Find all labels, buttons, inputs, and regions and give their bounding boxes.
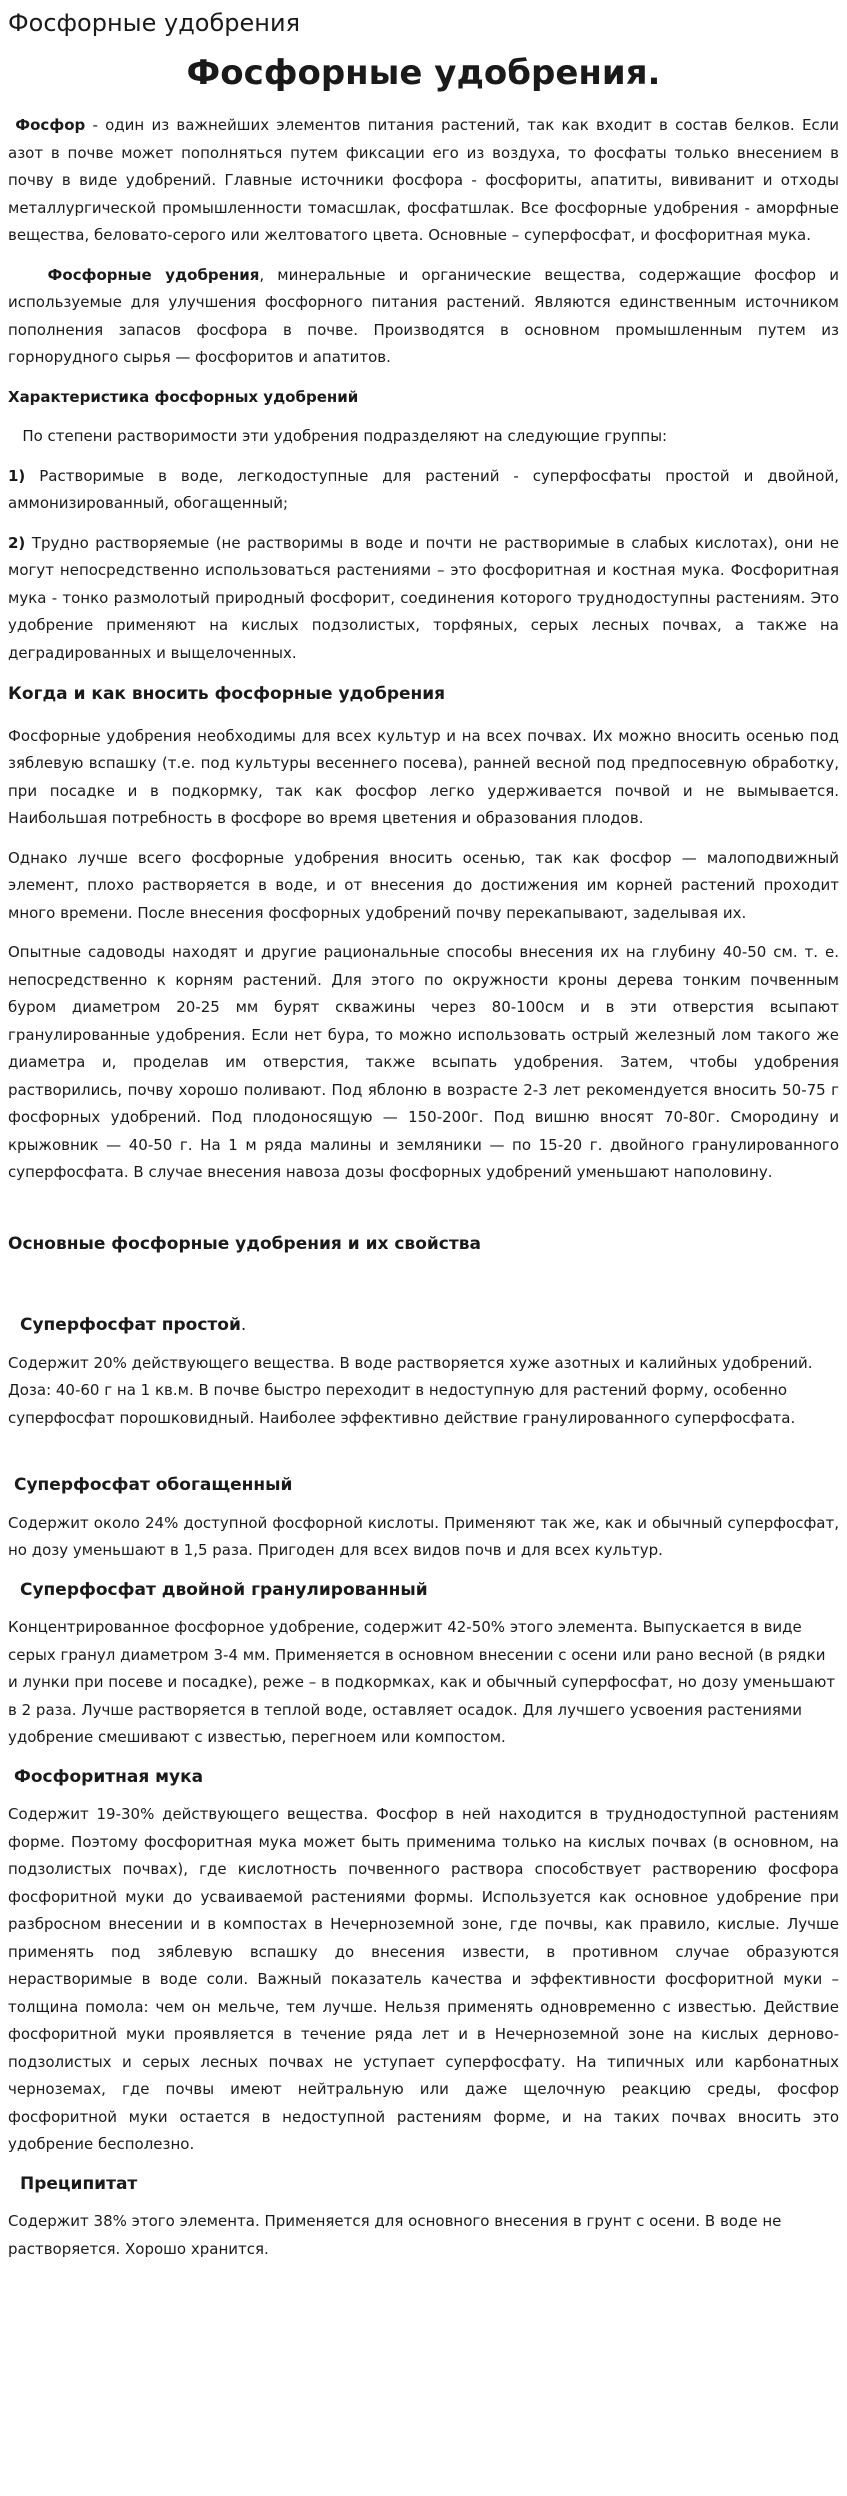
intro-term-phosphorus: Фосфор [15,116,86,134]
fertilizer-title-text: Суперфосфат простой [20,1315,241,1335]
section-heading-characteristics: Характеристика фосфорных удобрений [8,387,359,406]
item-number: 2) [8,533,26,552]
section-heading-when-how: Когда и как вносить фосфорные удобрения [8,684,446,704]
characteristics-item-2 [8,530,839,668]
fertilizer-item-superphosphate-simple [8,1312,839,1432]
page-header-title: Фосфорные удобрения [8,9,301,37]
intro-paragraph-2 [8,262,839,372]
article-body [0,112,847,2263]
item-text: Трудно растворяемые (не растворимы в воде и почти не растворимые в слабых кислотах), они не могут непосредственно использоваться растениями – это фосфоритная и костная мука. Фосфоритная мука - тонко размолотый природный фосфорит, соединения которого труднодоступны растениям. Это удобрение применяют на кислых подзолистых, торфяных, серых лесных почвах, а также на деградированных и выщелоченных. [8,533,839,662]
fertilizer-item-superphosphate-enriched [8,1472,839,1565]
fertilizer-title-suffix: . [240,1315,247,1335]
fertilizer-item-precipitate [8,2171,839,2264]
when-how-paragraph-2: Однако лучше всего фосфорные удобрения вносить осенью, так как фосфор — малоподвижный элемент, плохо растворяется в воде, и от внесения до достижения им корней растений проходит много времени. После внесения фосфорных удобрений почву перекапывают, заделывая их. [8,848,839,922]
item-number: 1) [8,466,26,485]
fertilizer-title: Преципитат [20,2173,138,2194]
fertilizer-description: Содержит 38% этого элемента. Применяется для основного внесения в грунт с осени. В воде не растворяется. Хорошо хранится. [8,2212,782,2258]
fertilizer-title: Суперфосфат двойной гранулированный [20,1579,428,1600]
fertilizer-title: Суперфосфат обогащенный [14,1475,293,1495]
characteristics-lead [8,423,839,451]
intro-paragraph-1 [8,112,839,250]
when-how-paragraph-1: Фосфорные удобрения необходимы для всех культур и на всех почвах. Их можно вносить осенью под зяблевую вспашку (т.е. под культуры весеннего посева), ранней весной под предпосевную обработку, при посадке и в подкормку, так как фосфор легко удерживается почвой и не вымывается. Наибольшая потребность в фосфоре во время цветения и образования плодов. [8,726,839,827]
document-page [0,8,847,2263]
intro-text-1: - один из важнейших элементов питания растений, так как входит в состав белков. Если азот в почве может пополняться путем фиксации его из воздуха, то фосфаты только внесением в почву в виде удобрений. Главные источники фосфора - фосфориты, апатиты, вививанит и отходы металлургической промышленности томасшлак, фосфатшлак. Все фосфорные удобрения - аморфные вещества, беловато-серого или желтоватого цвета. Основные – суперфосфат, и фосфоритная мука. [8,116,839,244]
item-text: Растворимые в воде, легкодоступные для растений - суперфосфаты простой и двойной, аммонизированный, обогащенный; [8,466,839,512]
fertilizer-description: Содержит около 24% доступной фосфорной кислоты. Применяют так же, как и обычный суперфосфат, но дозу уменьшают в 1,5 раза. Пригоден для всех видов почв и для всех культур. [8,1513,839,1559]
fertilizer-title [20,1312,839,1340]
characteristics-item-1 [8,463,839,518]
fertilizer-description: Содержит 19-30% действующего вещества. Фосфор в ней находится в труднодоступной растениям форме. Поэтому фосфоритная мука может быть применима только на кислых почвах (в основном, на подзолистых почвах), где кислотность почвенного раствора способствует растворению фосфора фосфоритной муки до усваиваемой растениями формы. Используется как основное удобрение при разбросном внесении и в компостах в Нечерноземной зоне, где почвы, как правило, кислые. Лучше применять под зяблевую вспашку до внесения извести, в противном случае образуются нерастворимые в воде соли. Важный показатель качества и эффективности фосфоритной муки – толщина помола: чем он мельче, тем лучше. Нельзя применять одновременно с известью. Действие фосфоритной муки проявляется в течение ряда лет и в Нечерноземной зоне на кислых дерново-подзолистых и серых лесных почвах не уступает суперфосфату. На типичных или карбонатных черноземах, где почвы имеют нейтральную или даже щелочную реакцию среды, фосфор фосфоритной муки остается в недоступной растениям форме, и на таких почвах вносить это удобрение бесполезно. [8,1805,839,2153]
section-heading-main-fertilizers: Основные фосфорные удобрения и их свойства [8,1233,481,1254]
fertilizer-item-phosphorite-flour [8,1764,839,2159]
fertilizer-description: Содержит 20% действующего вещества. В воде растворяется хуже азотных и калийных удобрений. Доза: 40-60 г на 1 кв.м. В почве быстро переходит в недоступную для растений форму, особенно суперфосфат порошковидный. Наиболее эффективно действие гранулированного суперфосфата. [8,1353,813,1427]
article-title: Фосфорные удобрения. [186,53,661,93]
when-how-paragraph-3: Опытные садоводы находят и другие рациональные способы внесения их на глубину 40-50 см. т. е. непосредственно к корням растений. Для этого по окружности кроны дерева тонким почвенным буром диаметром 20-25 мм бурят скважины через 80-100см и в эти отверстия всыпают гранулированные удобрения. Если нет бура, то можно использовать острый железный лом такого же диаметра и, проделав им отверстия, также всыпать удобрения. Затем, чтобы удобрения растворились, почву хорошо поливают. Под яблоню в возрасте 2-3 лет рекомендуется вносить 50-75 г фосфорных удобрений. Под плодоносящую — 150-200г. Под вишню вносят 70-80г. Смородину и крыжовник — 40-50 г. На 1 м ряда малины и земляники — по 15-20 г. двойного гранулированного суперфосфата. В случае внесения навоза дозы фосфорных удобрений уменьшают наполовину. [8,943,839,1181]
fertilizer-item-superphosphate-double [8,1577,839,1752]
intro-text-2: , минеральные и органические вещества, содержащие фосфор и используемые для улучшения фосфорного питания растений. Являются единственным источником пополнения запасов фосфора в почве. Производятся в основном промышленным путем из горнорудного сырья — фосфоритов и апатитов. [8,265,839,366]
fertilizer-title: Фосфоритная мука [14,1766,204,1787]
characteristics-lead-text: По степени растворимости эти удобрения подразделяют на следующие группы: [22,427,668,445]
fertilizer-description: Концентрированное фосфорное удобрение, содержит 42-50% этого элемента. Выпускается в виде серых гранул диаметром 3-4 мм. Применяется в основном внесении с осени или рано весной (в рядки и лунки при посеве и посадке), реже – в подкормках, как и обычный суперфосфат, но дозу уменьшают в 2 раза. Лучше растворяется в теплой воде, оставляет осадок. Для лучшего усвоения растениями удобрение смешивают с известью, перегноем или компостом. [8,1618,836,1746]
intro-term-fertilizers: Фосфорные удобрения [47,265,260,284]
